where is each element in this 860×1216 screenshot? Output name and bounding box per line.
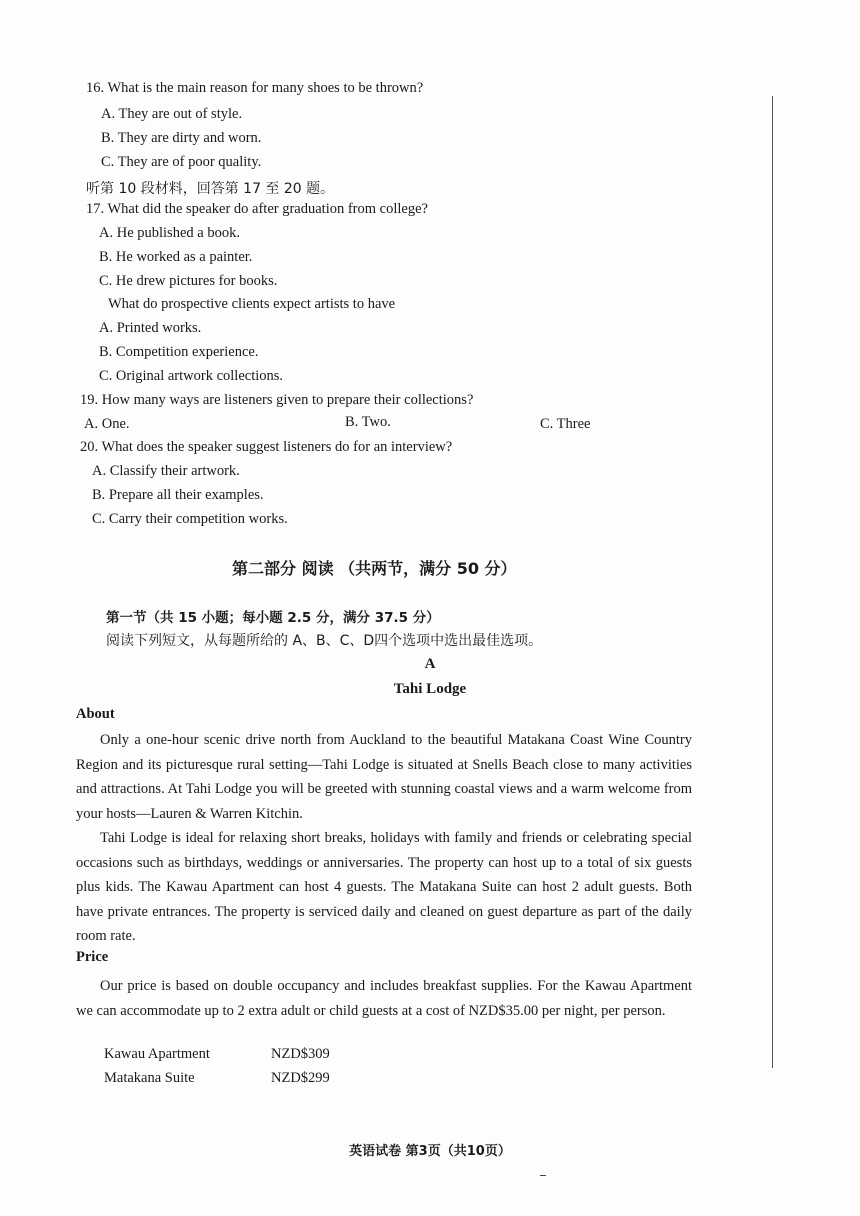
- section-one-title: 第一节（共 15 小题；每小题 2.5 分，满分 37.5 分）: [106, 610, 440, 626]
- about-paragraph-2: Tahi Lodge is ideal for relaxing short breaks, holidays with family and friends or celebrating special occasions such as birthdays, weddings or anniversaries. The property can host up to a total of six guests plus kids. The Kawau Apartment can host 4 guests. The Matakana Suite can host 2 adult guests. Both have private entrances. The property is serviced daily and cleaned on guest departure as part of the daily room rate.: [76, 830, 692, 944]
- q20-option-a: A. Classify their artwork.: [92, 463, 240, 479]
- question-20: 20. What does the speaker suggest listeners do for an interview?: [80, 439, 453, 455]
- q18-option-b: B. Competition experience.: [99, 344, 259, 360]
- question-16: 16. What is the main reason for many shoes to be thrown?: [86, 80, 424, 96]
- q20-option-c: C. Carry their competition works.: [92, 511, 288, 527]
- about-paragraph-1: Only a one-hour scenic drive north from Auckland to the beautiful Matakana Coast Wine Country Region and its picturesque rural setting—Tahi Lodge is situated at Snells Beach close to many activities and attractions. At Tahi Lodge you will be greeted with stunning coastal views and a warm welcome from your hosts—Lauren & Warren Kitchin.: [76, 732, 692, 822]
- margin-line: [772, 96, 773, 1068]
- about-heading: About: [76, 706, 115, 722]
- q20-option-b: B. Prepare all their examples.: [92, 487, 264, 503]
- q17-option-b: B. He worked as a painter.: [99, 249, 253, 265]
- price-value: NZD$309: [271, 1046, 330, 1062]
- q16-option-c: C. They are of poor quality.: [101, 154, 262, 170]
- price-value: NZD$299: [271, 1070, 330, 1086]
- question-19: 19. How many ways are listeners given to prepare their collections?: [80, 392, 474, 408]
- section-one-instruction: 阅读下列短文，从每题所给的 A、B、C、D四个选项中选出最佳选项。: [106, 633, 543, 649]
- listening-instruction: 听第 10 段材料，回答第 17 至 20 题。: [86, 181, 335, 197]
- q18-option-c: C. Original artwork collections.: [99, 368, 284, 384]
- price-heading: Price: [76, 949, 109, 965]
- price-row-matakana: [104, 1070, 330, 1087]
- q19-option-c: C. Three: [540, 416, 591, 432]
- q16-option-a: A. They are out of style.: [101, 106, 243, 122]
- q19-option-b: B. Two.: [345, 414, 391, 430]
- price-paragraph: Our price is based on double occupancy and includes breakfast supplies. For the Kawau Apartment we can accommodate up to 2 extra adult or child guests at a cost of NZD$35.00 per night, per person.: [76, 978, 692, 1019]
- q17-option-c: C. He drew pictures for books.: [99, 273, 278, 289]
- price-row-kawau: [104, 1046, 330, 1063]
- question-18: What do prospective clients expect artists to have: [108, 296, 396, 312]
- q16-option-b: B. They are dirty and worn.: [101, 130, 262, 146]
- q17-option-a: A. He published a book.: [99, 225, 240, 241]
- q18-option-a: A. Printed works.: [99, 320, 202, 336]
- part-two-title: 第二部分 阅读 （共两节，满分 50 分）: [232, 559, 517, 578]
- price-name: Matakana Suite: [104, 1070, 195, 1086]
- question-17: 17. What did the speaker do after graduation from college?: [86, 201, 428, 217]
- q19-option-a: A. One.: [84, 416, 130, 432]
- passage-title: Tahi Lodge: [393, 681, 467, 697]
- price-name: Kawau Apartment: [104, 1046, 210, 1062]
- passage-letter: A: [424, 656, 436, 672]
- footer-mark: [540, 1175, 546, 1176]
- page-footer: 英语试卷 第3页（共10页）: [349, 1144, 511, 1159]
